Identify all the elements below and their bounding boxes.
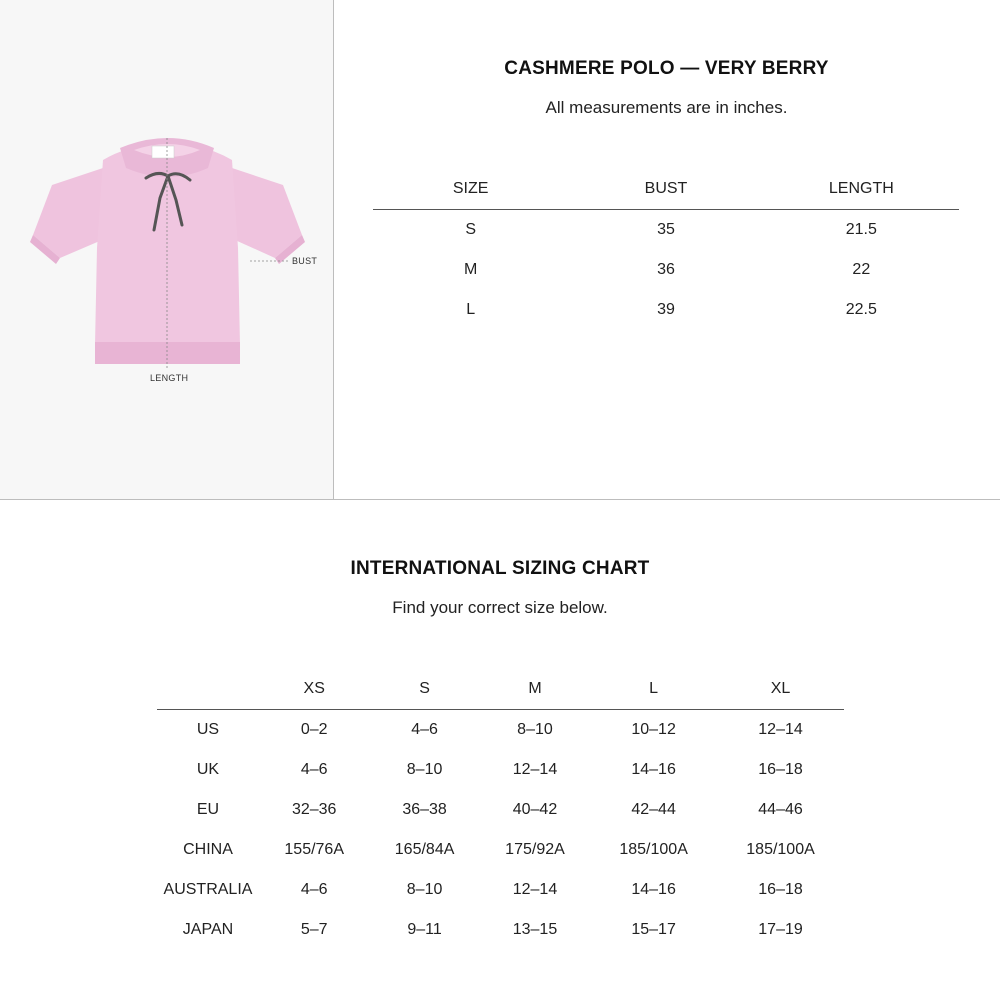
table-cell: 5–7 (300, 921, 328, 938)
region-label: CHINA (183, 841, 233, 858)
bust-label: BUST (292, 256, 318, 266)
table-cell: 4–6 (300, 881, 328, 898)
header-size: SIZE (452, 180, 489, 197)
table-cell: S (465, 221, 476, 238)
table-cell: 165/84A (394, 841, 455, 858)
table-cell: 17–19 (758, 921, 803, 938)
size-measurement-table (373, 169, 959, 330)
table-row (157, 710, 844, 751)
table-cell: 4–6 (411, 721, 438, 738)
table-cell: 0–2 (300, 721, 328, 738)
table-cell: 21.5 (845, 221, 877, 238)
header-bust: BUST (644, 180, 688, 197)
table-cell: 35 (657, 221, 675, 238)
table-cell: 155/76A (284, 841, 344, 858)
brand-label (152, 146, 174, 158)
product-title: CASHMERE POLO — VERY BERRY (504, 58, 829, 79)
table-header-row (157, 669, 844, 710)
table-cell: 36 (657, 261, 675, 278)
table-cell: 14–16 (631, 761, 676, 778)
table-cell: 39 (657, 301, 675, 318)
header-length: LENGTH (828, 180, 894, 197)
product-subtitle: All measurements are in inches. (545, 98, 788, 117)
table-cell: 16–18 (758, 881, 803, 898)
table-cell: M (464, 261, 478, 278)
table-row (157, 830, 844, 870)
table-cell: 16–18 (758, 761, 803, 778)
table-cell: 8–10 (406, 881, 443, 898)
table-row (373, 290, 959, 330)
international-sizing-table (157, 669, 844, 950)
section-divider (0, 499, 1000, 500)
header-xl: XL (770, 680, 791, 697)
table-cell: 12–14 (512, 761, 558, 778)
header-region (157, 669, 259, 710)
table-cell: 8–10 (517, 721, 553, 738)
table-row (157, 790, 844, 830)
table-cell: 12–14 (512, 881, 558, 898)
table-row (373, 210, 959, 251)
table-cell: 42–44 (631, 801, 676, 818)
table-row (157, 870, 844, 910)
region-label: AUSTRALIA (163, 881, 253, 898)
table-cell: 14–16 (631, 881, 676, 898)
table-cell: 22.5 (845, 301, 877, 318)
table-cell: 12–14 (758, 721, 803, 738)
table-row (373, 250, 959, 290)
table-cell: 13–15 (512, 921, 558, 938)
header-s: S (419, 680, 430, 697)
international-chart-subtitle: Find your correct size below. (392, 598, 608, 617)
table-cell: 10–12 (631, 721, 676, 738)
table-cell: 36–38 (402, 801, 447, 818)
length-label: LENGTH (150, 373, 189, 383)
table-cell: 8–10 (406, 761, 443, 778)
polo-sweater-illustration (0, 0, 333, 499)
table-cell: L (466, 301, 476, 318)
table-cell: 40–42 (512, 801, 558, 818)
table-cell: 185/100A (746, 841, 815, 858)
header-xs: XS (303, 680, 325, 697)
table-cell: 175/92A (505, 841, 565, 858)
table-row (157, 750, 844, 790)
table-cell: 32–36 (291, 801, 337, 818)
header-l: L (649, 680, 659, 697)
table-cell: 22 (852, 261, 871, 278)
table-cell: 44–46 (758, 801, 803, 818)
region-label: JAPAN (182, 921, 234, 938)
hem-rib (95, 342, 240, 364)
product-illustration-panel (0, 0, 334, 499)
international-chart-title: INTERNATIONAL SIZING CHART (350, 558, 650, 579)
table-row (157, 910, 844, 950)
header-m: M (528, 680, 542, 697)
region-label: EU (196, 801, 220, 818)
region-label: UK (196, 761, 220, 778)
table-cell: 185/100A (619, 841, 688, 858)
table-cell: 4–6 (300, 761, 328, 778)
table-cell: 15–17 (631, 921, 676, 938)
table-header-row (373, 169, 959, 210)
region-label: US (196, 721, 220, 738)
table-cell: 9–11 (407, 921, 442, 938)
